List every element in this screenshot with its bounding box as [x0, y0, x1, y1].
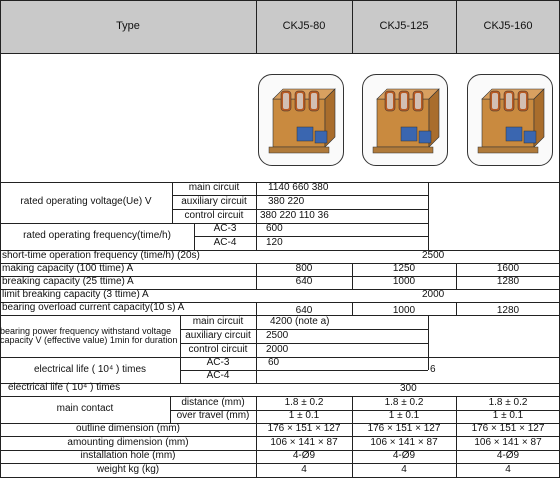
voltage-main-circuit-label: main circuit: [188, 182, 240, 194]
frequency-ac3-value: 600: [266, 223, 283, 235]
amounting-dimension-160: 106 × 141 × 87: [474, 436, 542, 448]
overload-capacity-80: 640: [295, 305, 313, 317]
power-frequency-label-line1: bearing power frequency withstand voltage: [0, 325, 172, 336]
outline-dimension-label: outline dimension (mm): [76, 423, 180, 435]
limit-breaking-capacity-value: 2000: [422, 289, 445, 301]
electrical-life-ac4-label: AC-4: [206, 370, 230, 382]
product-photo-125: [362, 74, 448, 166]
breaking-capacity-80: 640: [295, 276, 313, 288]
rated-voltage-label: rated operating voltage(Ue) V: [20, 196, 152, 208]
over-travel-160: 1 ± 0.1: [492, 410, 524, 422]
short-time-frequency-value: 2500: [422, 250, 445, 262]
voltage-auxiliary-circuit-value: 380 220: [268, 195, 305, 207]
installation-hole-125: 4-Ø9: [392, 450, 416, 462]
making-capacity-160: 1600: [496, 263, 520, 275]
installation-hole-label: installation hole (mm): [80, 450, 176, 462]
short-time-frequency-label: short-time operation frequency (time/h) (20s): [2, 250, 200, 262]
weight-160: 4: [505, 463, 511, 475]
product-photo-160: [467, 74, 553, 166]
weight-125: 4: [401, 463, 407, 475]
electrical-life-ac3-label: AC-3: [206, 357, 230, 369]
withstand-main-circuit-label: main circuit: [192, 315, 244, 327]
over-travel-80: 1 ± 0.1: [288, 410, 320, 422]
amounting-dimension-label: amounting dimension (mm): [67, 436, 189, 448]
overload-capacity-160: 1280: [496, 305, 520, 317]
frequency-ac4-value: 120: [266, 236, 283, 248]
power-frequency-withstand-label: [0, 315, 180, 357]
vacuum-contactor-photo-icon: [468, 75, 552, 165]
voltage-main-circuit-value: 1140 660 380: [268, 182, 329, 194]
overload-capacity-label: bearing overload current capacity(10 s) A: [2, 302, 185, 314]
withstand-auxiliary-circuit-label: auxiliary circuit: [185, 329, 251, 341]
electrical-life-2-value: 300: [400, 383, 417, 395]
electrical-life-label: electrical life ( 10⁴ ) times: [33, 363, 147, 375]
outline-dimension-125: 176 × 151 × 127: [367, 423, 441, 435]
model-header-80: CKJ5-80: [256, 0, 352, 53]
electrical-life-2-label: electrical life ( 10⁴ ) times: [8, 382, 121, 394]
making-capacity-125: 1250: [392, 263, 416, 275]
product-photo-80: [258, 74, 344, 166]
vacuum-contactor-photo-icon: [363, 75, 447, 165]
frequency-ac3-label: AC-3: [213, 223, 237, 235]
power-frequency-label-line2: capacity V (effective value) 1min for duration: [0, 335, 178, 345]
voltage-auxiliary-circuit-label: auxiliary circuit: [181, 195, 247, 207]
voltage-control-circuit-value: 380 220 110 36: [260, 209, 329, 221]
outline-dimension-160: 176 × 151 × 127: [471, 423, 545, 435]
breaking-capacity-125: 1000: [392, 276, 416, 288]
electrical-life-ac4-value: 6: [430, 364, 436, 376]
amounting-dimension-125: 106 × 141 × 87: [370, 436, 438, 448]
model-header-125: CKJ5-125: [352, 0, 456, 53]
withstand-auxiliary-circuit-value: 2500: [266, 329, 289, 341]
withstand-control-circuit-value: 2000: [266, 343, 289, 355]
making-capacity-label: making capacity (100 ttime) A: [2, 263, 134, 275]
limit-breaking-capacity-label: limit breaking capacity (3 ttime) A: [2, 289, 149, 301]
amounting-dimension-80: 106 × 141 × 87: [270, 436, 338, 448]
making-capacity-80: 800: [295, 263, 313, 275]
outline-dimension-80: 176 × 151 × 127: [267, 423, 341, 435]
distance-160: 1.8 ± 0.2: [488, 396, 528, 408]
weight-label: weight kg (kg): [96, 463, 160, 475]
electrical-life-ac3-value: 60: [268, 357, 280, 369]
over-travel-125: 1 ± 0.1: [388, 410, 420, 422]
installation-hole-80: 4-Ø9: [292, 450, 316, 462]
withstand-control-circuit-label: control circuit: [188, 343, 248, 355]
over-travel-label: over travel (mm): [176, 410, 250, 422]
distance-125: 1.8 ± 0.2: [384, 396, 424, 408]
type-header: Type: [0, 0, 256, 53]
overload-capacity-125: 1000: [392, 305, 416, 317]
frequency-ac4-label: AC-4: [213, 236, 237, 248]
installation-hole-160: 4-Ø9: [496, 450, 520, 462]
weight-80: 4: [301, 463, 307, 475]
breaking-capacity-label: breaking capacity (25 ttime) A: [2, 276, 134, 288]
voltage-control-circuit-label: control circuit: [184, 209, 244, 221]
rated-frequency-label: rated operating frequency(time/h): [23, 230, 171, 242]
model-header-160: CKJ5-160: [456, 0, 560, 53]
distance-80: 1.8 ± 0.2: [284, 396, 324, 408]
distance-label: distance (mm): [181, 396, 245, 408]
vacuum-contactor-photo-icon: [259, 75, 343, 165]
main-contact-label: main contact: [56, 403, 114, 415]
breaking-capacity-160: 1280: [496, 276, 520, 288]
withstand-main-circuit-value: 4200 (note a): [270, 315, 330, 327]
